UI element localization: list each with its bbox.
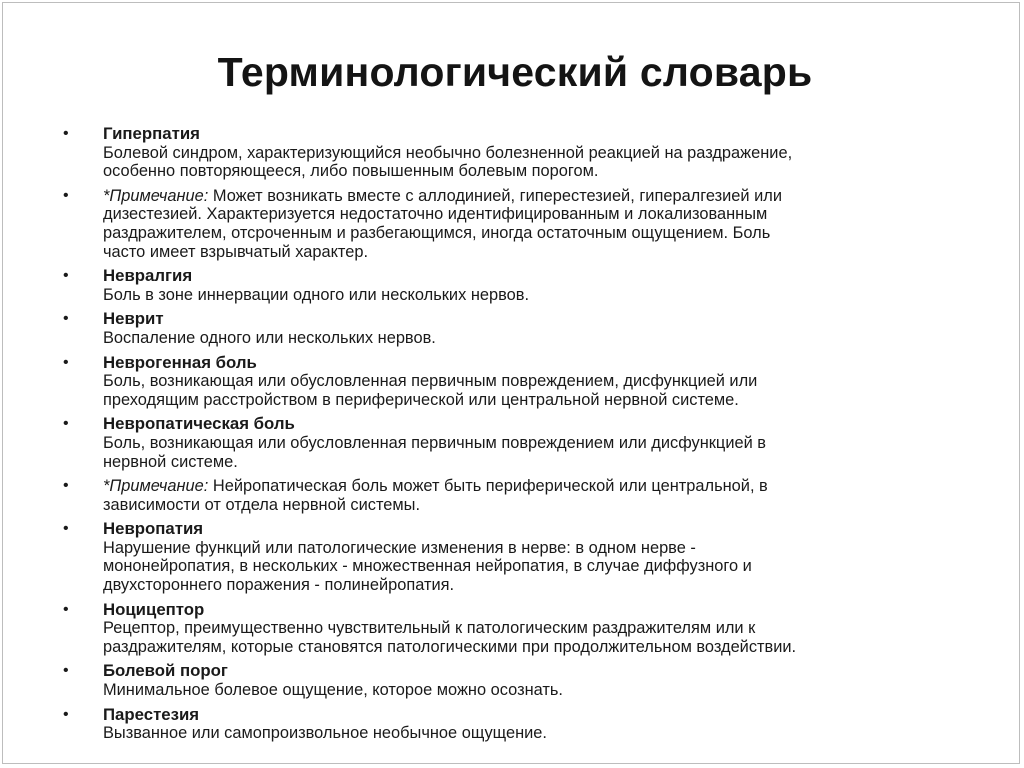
term-definition: Боль, возникающая или обусловленная первичным повреждением, дисфункцией или преходящим расстройством в периферической или центральной нервной системе. <box>103 372 758 409</box>
term-definition: Рецептор, преимущественно чувствительный к патологическим раздражителям или к раздражителям, которые становятся патологическими при продолжительном воздействии. <box>103 619 797 656</box>
glossary-entry-neuralgia <box>63 267 963 304</box>
bullet-icon: • <box>63 125 69 142</box>
bullet-icon: • <box>63 310 69 328</box>
term-definition: Вызванное или самопроизвольное необычное ощущение. <box>103 724 547 743</box>
glossary-entry-paresthesia <box>63 706 963 743</box>
bullet-icon: • <box>63 662 69 680</box>
note-text: Нейропатическая боль может быть периферической или центральной, в зависимости от отдела нервной системы. <box>103 477 768 514</box>
term-definition: Воспаление одного или нескольких нервов. <box>103 328 436 347</box>
glossary-list <box>63 125 963 749</box>
note-label: *Примечание: <box>103 477 209 496</box>
glossary-note-hyperpathia <box>63 187 963 261</box>
term-definition: Боль в зоне иннервации одного или нескольких нервов. <box>103 285 530 304</box>
slide-frame <box>2 2 1020 764</box>
bullet-icon: • <box>63 186 69 204</box>
term-title: Гиперпатия <box>103 124 200 143</box>
term-title: Неврит <box>103 309 164 329</box>
bullet-icon: • <box>63 353 69 371</box>
note-text: Может возникать вместе с аллодинией, гиперестезией, гипералгезией или дизестезией. Характеризуется недостаточно идентифицированным и локализованным раздражителем, отсроченным и разбегающимся, иногда остаточным ощущением. Боль часто имеет взрывчатый характер. <box>103 186 782 261</box>
term-definition: Болевой синдром, характеризующийся необычно болезненной реакцией на раздражение, особенно повторяющееся, либо повышенным болевым порогом. <box>103 143 793 181</box>
term-title: Парестезия <box>103 704 200 724</box>
bullet-icon: • <box>63 267 69 285</box>
glossary-entry-neuropathy <box>63 520 963 594</box>
term-title: Невралгия <box>103 266 193 286</box>
glossary-entry-hyperpathia <box>63 125 963 181</box>
term-title: Невропатия <box>103 519 204 539</box>
glossary-entry-neuritis <box>63 310 963 347</box>
glossary-entry-pain-threshold <box>63 662 963 699</box>
term-definition: Нарушение функций или патологические изменения в нерве: в одном нерве - мононейропатия, в нескольких - множественная нейропатия, в случае диффузного и двухстороннего поражения - полинейропатия. <box>103 538 752 595</box>
bullet-icon: • <box>63 520 69 538</box>
bullet-icon: • <box>63 415 69 433</box>
glossary-entry-neurogenic-pain <box>63 354 963 410</box>
term-title: Невропатическая боль <box>103 414 295 434</box>
term-title: Ноцицептор <box>103 599 205 619</box>
bullet-icon: • <box>63 477 69 495</box>
glossary-entry-neuropathic-pain <box>63 415 963 471</box>
term-definition: Боль, возникающая или обусловленная первичным повреждением или дисфункцией в нервной системе. <box>103 433 767 471</box>
note-label: *Примечание: <box>103 186 209 205</box>
term-definition: Минимальное болевое ощущение, которое можно осознать. <box>103 681 563 700</box>
glossary-note-neuropathic-pain <box>63 477 963 514</box>
glossary-entry-nociceptor <box>63 601 963 657</box>
term-title: Неврогенная боль <box>103 352 257 372</box>
bullet-icon: • <box>63 600 69 618</box>
bullet-icon: • <box>63 705 69 723</box>
page-title: Терминологический словарь <box>217 49 813 95</box>
term-title: Болевой порог <box>103 661 228 681</box>
